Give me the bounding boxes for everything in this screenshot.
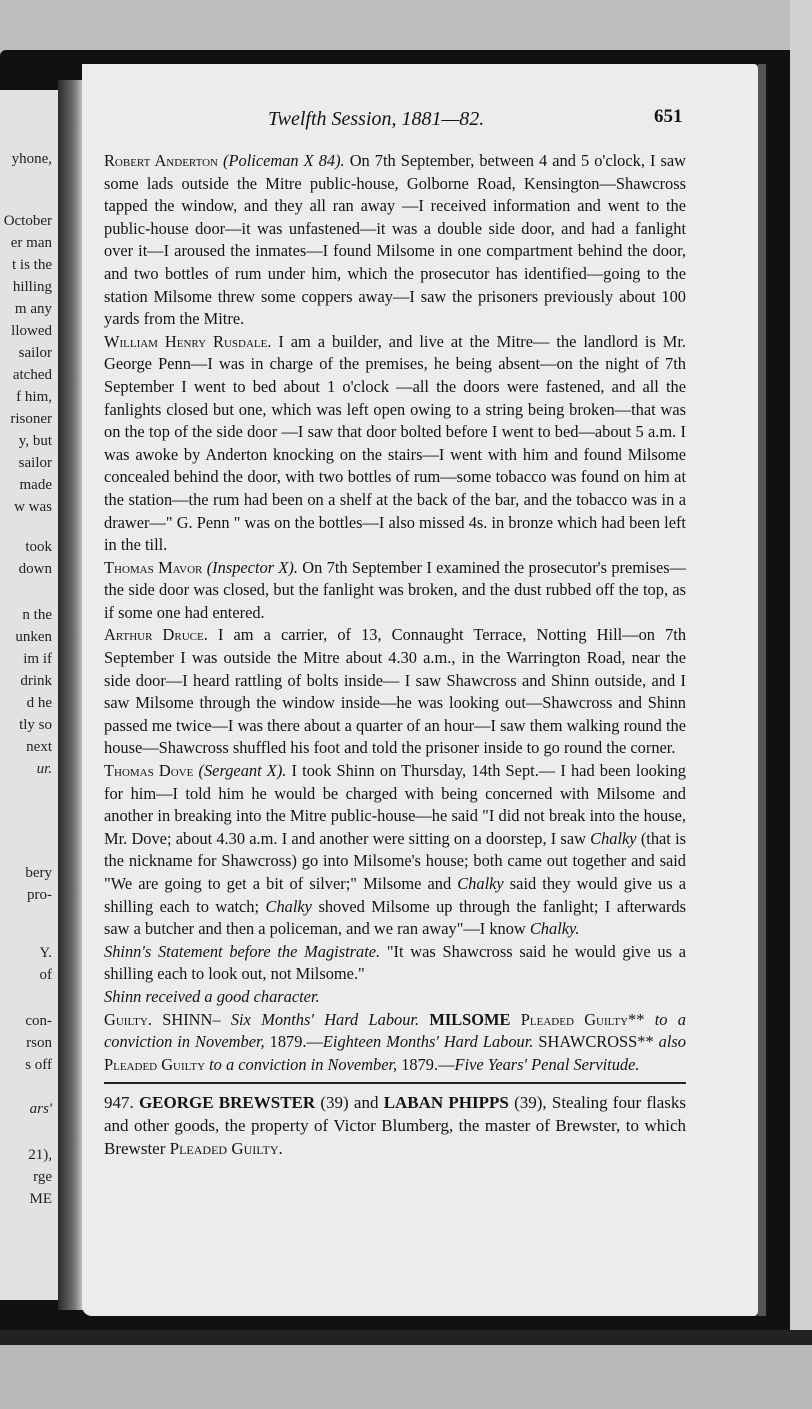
defendant-age: (39) and — [315, 1093, 384, 1113]
left-page — [0, 90, 58, 1300]
sentence-milsome: Eighteen Months' Hard Labour. — [322, 1032, 534, 1052]
speaker-name: William Henry Rusdale. — [104, 331, 272, 351]
sentence-shawcross: Five Years' Penal Servitude. — [454, 1054, 640, 1074]
defendant-brewster: GEORGE BREWSTER — [133, 1093, 316, 1113]
nickname: Chalky. — [529, 919, 580, 939]
left-page-fragment: October — [3, 213, 52, 229]
charge-text: Stealing four flasks and other goods, the property of Victor Blumberg, the master of Brewster, to which Brewster — [104, 1093, 686, 1158]
conviction-shawcross: to a conviction in November, — [205, 1054, 398, 1074]
verdict — [104, 1009, 686, 1077]
statement-text: "It was Shawcross said he would give us a shilling each to look out, not Milsome." — [104, 941, 686, 984]
left-page-fragment: next — [26, 739, 52, 755]
testimony-text: I took Shinn on Thursday, 14th Sept.— I had been looking for him—I told him he would be charged with being concerned with Milsome and another in breaking into the Mitre public-house—he said "I did not break into the house, Mr. Dove; about 4.30 a.m. I and another were sitting on a doorstep, I saw — [104, 761, 686, 848]
left-page-fragment: pro- — [27, 887, 52, 903]
speaker-name: Thomas Dove — [104, 761, 194, 781]
left-page-fragment: d he — [26, 695, 52, 711]
nickname: Chalky — [590, 828, 637, 848]
book-gutter — [58, 80, 84, 1310]
case-divider — [104, 1082, 686, 1084]
speaker-name: Thomas Mavor — [104, 557, 203, 577]
left-page-fragment: im if — [23, 651, 52, 667]
running-title — [268, 108, 484, 131]
nickname: Chalky — [265, 896, 312, 916]
testimony-druce — [104, 624, 686, 760]
speaker-name: Arthur Druce. — [104, 625, 208, 645]
conviction-year: 1879.— — [264, 1032, 323, 1052]
left-page-fragment: m any — [14, 301, 52, 317]
defendant-milsome: MILSOME — [419, 1009, 521, 1029]
plea-shawcross: Pleaded Guilty — [104, 1054, 206, 1074]
testimony-mavor — [104, 557, 686, 625]
page-edge — [758, 64, 766, 1316]
left-page-fragment: s off — [25, 1057, 52, 1073]
testimony-text: On 7th September, between 4 and 5 o'clock, I saw some lads outside the Mitre public-house, Golborne Road, Kensington—Shawcross tapped the window, and they all ran away —I received information and went to the public-house door—it was unfastened—it was a double side door, and had a fanlight over it—I aroused the inmates—I found Milsome in one compartment behind the door, and two bottles of rum under him, which the prosecutor has identified—going to the station Milsome threw some coppers away—I saw the prisoners previously about 100 yards from the Mitre. — [104, 151, 686, 329]
plea-brewster: Pleaded Guilty. — [169, 1138, 283, 1158]
speaker-role: (Policeman X 84). — [223, 151, 345, 170]
defendant-shinn: SHINN– — [151, 1009, 221, 1029]
character-note — [104, 986, 686, 1009]
left-page-fragment: bery — [25, 865, 52, 881]
testimony-text: I am a carrier, of 13, Connaught Terrace, Notting Hill—on 7th September I was outside the Mitre about 4.30 a.m., in the Warrington Road, near the side door—I heard rattling of bolts inside— I saw Shawcross and Shinn outside, and I saw Milsome through the window inside—he was looking out—Shawcross and Shinn passed me twice—I was there about a quarter of an hour—I saw them walking round the house—Shawcross shuffled his foot and told the prisoner inside to go round the corner. — [104, 625, 687, 758]
left-page-fragment: atched — [12, 367, 52, 383]
nickname: Chalky — [457, 874, 504, 893]
left-page-fragment: er man — [10, 235, 52, 251]
left-page-fragment: tly so — [19, 717, 52, 733]
left-page-fragment: llowed — [11, 323, 52, 339]
left-page-fragment: n the — [22, 607, 52, 623]
conviction-milsome: to a conviction in November, — [104, 1009, 687, 1052]
left-page-fragment: made — [19, 477, 52, 493]
bottom-margin — [0, 1345, 812, 1409]
case-947 — [104, 1092, 686, 1160]
left-page-fragment: yhone, — [11, 151, 52, 167]
left-page-fragment: ars' — [29, 1101, 52, 1117]
speaker-role: (Inspector X). — [206, 557, 298, 577]
also-word: also — [653, 1032, 687, 1052]
shinn-statement — [104, 941, 686, 986]
left-page-fragment: t is the — [12, 257, 52, 273]
statement-lead: Shinn's Statement before the Magistrate. — [104, 941, 381, 961]
left-page-fragment: risoner — [10, 411, 52, 427]
right-margin — [790, 0, 812, 1409]
plea-milsome: Pleaded Guilty** — [520, 1009, 645, 1029]
left-page-fragment: w was — [14, 499, 52, 515]
left-page-fragment: ur. — [36, 761, 52, 777]
left-page-fragment: sailor — [18, 345, 52, 361]
testimony-dove — [104, 760, 686, 941]
testimony-rusdale — [104, 331, 686, 557]
testimony-text: (that is the nickname for Shawcross) go into Milsome's house; both came out together and said "We are going to get a bit of silver;" Milsome and — [104, 828, 687, 893]
page-body — [104, 150, 686, 1160]
running-title-text: Twelfth Session, 1881—82. — [268, 108, 485, 130]
left-page-fragment: f him, — [16, 389, 52, 405]
left-page-fragment: drink — [20, 673, 52, 689]
left-page-fragment: con- — [25, 1013, 52, 1029]
testimony-text: shoved Milsome up through the fanlight; I afterwards saw a butcher and then a policeman, and we ran away"—I know — [104, 896, 687, 939]
conviction-year: 1879.— — [397, 1054, 455, 1074]
defendant-age: (39), — [508, 1093, 547, 1113]
left-page-fragment: rson — [26, 1035, 52, 1051]
sentence-shinn: Six Months' Hard Labour. — [220, 1009, 420, 1029]
testimony-text: said they would give us a shilling each to watch; — [104, 874, 686, 916]
left-page-fragment: sailor — [18, 455, 52, 471]
left-page-fragment: hilling — [12, 279, 52, 295]
testimony-anderton — [104, 150, 686, 331]
left-page-fragment: y, but — [18, 433, 52, 449]
left-page-fragment: down — [18, 561, 52, 577]
defendant-shawcross: SHAWCROSS** — [533, 1032, 654, 1052]
left-page-fragment: of — [39, 967, 52, 983]
left-page-fragment: Y. — [39, 945, 52, 961]
left-page-fragment: took — [25, 539, 52, 555]
speaker-name: Robert Anderton — [104, 151, 218, 170]
case-number: 947. — [104, 1093, 134, 1113]
testimony-text: I am a builder, and live at the Mitre— the landlord is Mr. George Penn—I was in charge of the premises, he being absent—on the night of 7th September I went to bed about 1 o'clock —all the doors were fastened, and all the fanlights closed but one, which was left open owing to a string being broken—that was on the top of the side door —I saw that door bolted before I went to bed—about 5 a.m. I was awoke by Anderton knocking on the stairs—I went with him and found Milsome concealed behind the door, with two bottles of rum—some tobacco was found on him at the station—the rum had been on a shelf at the back of the bar, and the tobacco was in a drawer—" G. Penn " was on the bottles—I also missed 4s. in bronze which had been left in the till. — [104, 331, 686, 555]
speaker-role: (Sergeant X). — [198, 761, 287, 781]
left-page-fragment: ME — [29, 1191, 52, 1207]
character-text: Shinn received a good character. — [104, 986, 320, 1006]
defendant-phipps: LABAN PHIPPS — [383, 1093, 509, 1113]
left-page-fragment: rge — [33, 1169, 52, 1185]
testimony-text: On 7th September I examined the prosecutor's premises—the side door was closed, but the fanlight was broken, and the dust rubbed off the top, as if some one had entered. — [104, 557, 686, 622]
left-page-fragment: unken — [15, 629, 52, 645]
page-number: 651 — [654, 106, 683, 127]
verdict-guilty: Guilty. — [104, 1009, 152, 1029]
left-page-fragment: 21), — [28, 1147, 52, 1163]
